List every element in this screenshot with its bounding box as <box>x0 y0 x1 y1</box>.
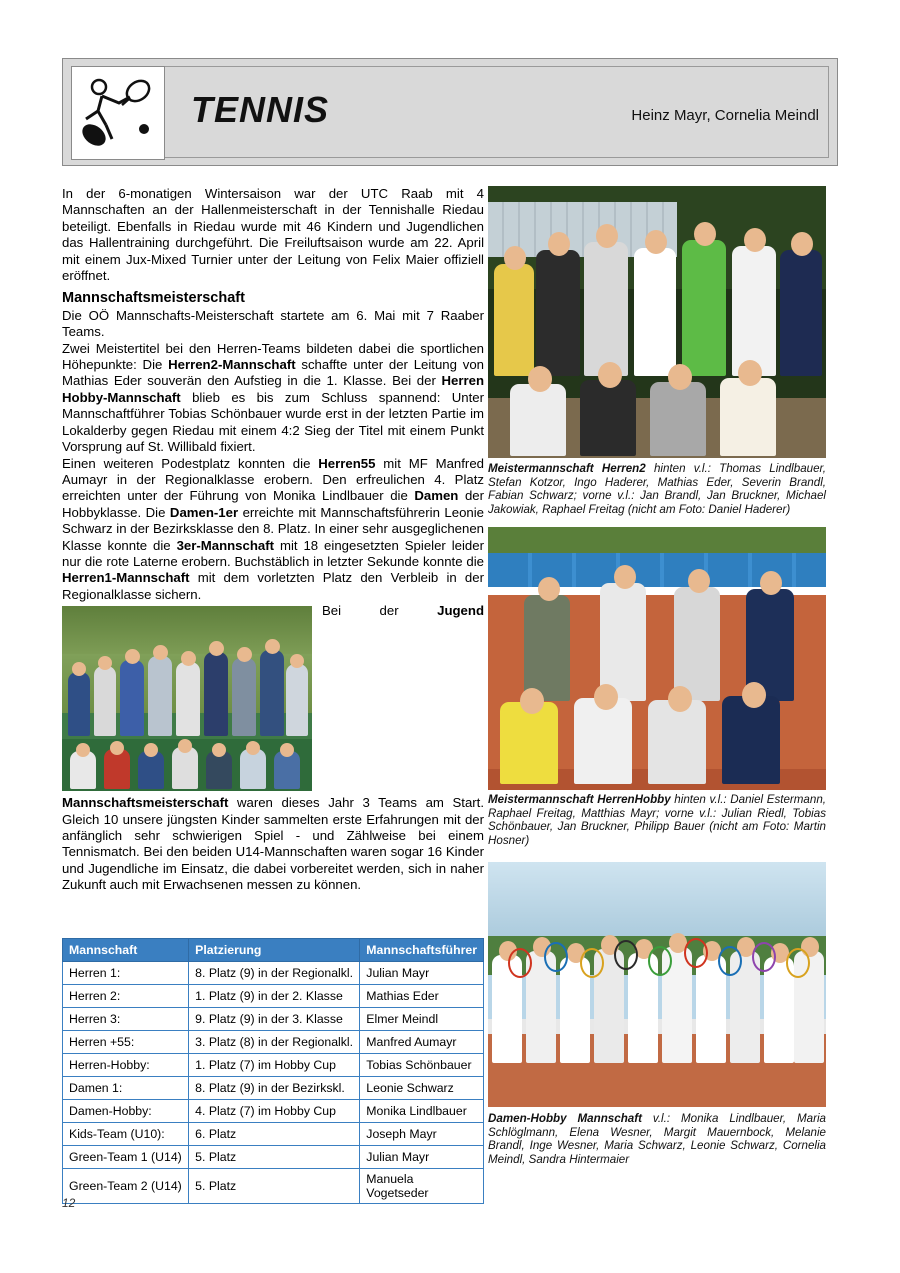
table-row <box>63 1054 484 1077</box>
paragraph-1: Die OÖ Mannschafts-Meisterschaft startete am 6. Mai mit 7 Raaber Teams. <box>62 307 484 340</box>
cell-placement: 5. Platz <box>189 1169 360 1204</box>
cell-placement: 1. Platz (7) im Hobby Cup <box>189 1054 360 1077</box>
cell-team: Herren 1: <box>63 962 189 985</box>
cell-team: Green-Team 2 (U14) <box>63 1169 189 1204</box>
caption-damenhobby <box>488 1112 826 1166</box>
article-body <box>62 186 484 894</box>
table-header-row <box>63 939 484 962</box>
section-header-banner <box>62 58 838 166</box>
cell-team: Green-Team 1 (U14) <box>63 1146 189 1169</box>
p3-part-d: der Hobbyklasse. Die <box>62 488 485 520</box>
table-row <box>63 1077 484 1100</box>
cell-team: Damen 1: <box>63 1077 189 1100</box>
team-results-table <box>62 938 484 1204</box>
cell-team: Herren 3: <box>63 1008 189 1031</box>
caption-text-damenhobby: v.l.: Monika Lindlbauer, Maria Schlöglmann, Elena Wesner, Margit Mauernbock, Melanie Brandl, Inge Wesner, Maria Schwarz, Leonie Schwarz, Cornelia Meindl, Sandra Hintermaier <box>488 1112 826 1166</box>
jugend-team-photo <box>62 606 312 791</box>
p3-part-g: mit dem vorletzten Platz den Verbleib in der Regionalklasse sichern. <box>62 570 484 602</box>
p3-part-c: mit MF Manfred Aumayr in der Regionalklasse erobern. Den erfreulichen 4. Platz erreichten unter der Führung von Monika Lindlbauer die <box>62 455 484 504</box>
p2-part-d: blieb es bis zum Schluss spannend: Unter Mannschaftführer Tobias Schönbauer wurde erst in der letzten Partie im Lokalderby gegen Riedau mit einem 4:2 Sieg der Titel mit einem Punkt Vorsprung auf St. Willibald fixiert. <box>62 389 484 455</box>
photo-damenhobby <box>488 862 826 1107</box>
cell-placement: 1. Platz (9) in der 2. Klasse <box>189 985 360 1008</box>
p2-part-c: schaffte unter der Leitung von Mathias Eder souverän den Aufstieg in die 1. Klasse. Bei der <box>62 357 484 389</box>
column-header-mannschaftsfuehrer: Mannschaftsführer <box>360 939 484 962</box>
caption-herrenhobby <box>488 793 826 847</box>
p4-part-c: waren dieses Jahr 3 Teams am Start. Gleich 10 unsere jüngsten Kinder sammelten erste Erfahrungen mit der anfänglich sehr schwierigen Spiel - und Zählweise bei einem Tennismatch. Bei den beiden U14-Mannschaften waren sogar 16 Kinder und Jugendliche im Einsatz, die dabei vorbereitet werden, sich in naher Zukunft auch mit Erwachsenen messen zu können. <box>62 795 484 893</box>
table-row <box>63 962 484 985</box>
p4-bold-jugend: Jugend Mannschaftsmeisterschaft <box>62 603 484 811</box>
p3-part-a: Einen weiteren Podestplatz konnten die <box>62 455 319 471</box>
caption-text-herren2: hinten v.l.: Thomas Lindlbauer, Stefan Kotzor, Ingo Haderer, Mathias Eder, Severin Brandl, Fabian Schwarz; vorne v.l.: Jan Brandl, Jan Bruckner, Michael Jakowiak, Raphael Freitag (nicht am Foto: Daniel Haderer) <box>488 462 826 516</box>
p3-bold-herren55: Herren55 <box>318 455 376 471</box>
p3-bold-3er: 3er-Mannschaft <box>176 537 275 553</box>
cell-leader: Mathias Eder <box>360 985 484 1008</box>
cell-team: Herren-Hobby: <box>63 1054 189 1077</box>
cell-team: Herren +55: <box>63 1031 189 1054</box>
cell-placement: 5. Platz <box>189 1146 360 1169</box>
paragraph-3 <box>62 456 484 604</box>
table-row <box>63 1146 484 1169</box>
column-header-mannschaft: Mannschaft <box>63 939 189 962</box>
column-header-platzierung: Platzierung <box>189 939 360 962</box>
p3-bold-damen: Damen <box>414 488 459 504</box>
cell-team: Herren 2: <box>63 985 189 1008</box>
caption-title-herren2: Meistermannschaft Herren2 <box>488 462 646 475</box>
paragraph-intro: In der 6-monatigen Wintersaison war der UTC Raab mit 4 Mannschaften an der Hallenmeisterschaft in der Tennishalle Riedau beteiligt. Ebenfalls in Riedau wurde mit 46 Kindern und Jugendlichen das Hallentraining durchgeführt. Die Freiluftsaison wurde am 22. April mit einem Jux-Mixed Turnier unter der Leitung von Felix Maier offiziell eröffnet. <box>62 186 484 284</box>
caption-text-herrenhobby: hinten v.l.: Daniel Estermann, Raphael Freitag, Matthias Mayr; vorne v.l.: Julian Riedl, Tobias Schönbauer, Jan Bruckner, Philipp Bauer (nicht am Foto: Martin Hosner) <box>488 793 826 847</box>
page-number: 12 <box>62 1196 76 1210</box>
p3-bold-damen1er: Damen-1er <box>169 504 239 520</box>
section-heading: Mannschaftsmeisterschaft <box>62 290 245 307</box>
caption-title-damenhobby: Damen-Hobby Mannschaft <box>488 1112 642 1125</box>
table-row <box>63 1100 484 1123</box>
p2-bold-herren2: Herren2-Mannschaft <box>168 357 296 373</box>
caption-title-herrenhobby: Meistermannschaft HerrenHobby <box>488 793 671 806</box>
table-row <box>63 985 484 1008</box>
cell-leader: Manfred Aumayr <box>360 1031 484 1054</box>
cell-leader: Julian Mayr <box>360 962 484 985</box>
table-row <box>63 1008 484 1031</box>
cell-placement: 4. Platz (7) im Hobby Cup <box>189 1100 360 1123</box>
p2-bold-herrenhobby: Herren Hobby-Mannschaft <box>62 373 484 405</box>
cell-leader: Monika Lindlbauer <box>360 1100 484 1123</box>
cell-team: Kids-Team (U10): <box>63 1123 189 1146</box>
cell-leader: Julian Mayr <box>360 1146 484 1169</box>
cell-placement: 6. Platz <box>189 1123 360 1146</box>
cell-placement: 8. Platz (9) in der Regionalkl. <box>189 962 360 985</box>
photo-herren2 <box>488 186 826 458</box>
tennis-player-icon <box>71 66 165 160</box>
p2-part-a: Zwei Meistertitel bei den Herren-Teams bildeten dabei die sportlichen Höhepunkte: Die <box>62 340 484 373</box>
paragraph-2 <box>62 341 484 456</box>
p3-part-f: mit 18 eingesetzten Spieler leider nur die rote Laterne erobern. Buchstäblich in letzter Sekunde konnte die <box>62 537 484 569</box>
table-row <box>63 1031 484 1054</box>
table-row <box>63 1169 484 1204</box>
cell-placement: 8. Platz (9) in der Bezirkskl. <box>189 1077 360 1100</box>
cell-leader: Elmer Meindl <box>360 1008 484 1031</box>
p3-bold-herren1: Herren1-Mannschaft <box>62 570 190 586</box>
author-byline: Heinz Mayr, Cornelia Meindl <box>631 107 819 124</box>
cell-placement: 9. Platz (9) in der 3. Klasse <box>189 1008 360 1031</box>
caption-herren2 <box>488 462 826 516</box>
page-title: TENNIS <box>191 89 330 130</box>
table-row <box>63 1123 484 1146</box>
cell-leader: Leonie Schwarz <box>360 1077 484 1100</box>
cell-team: Damen-Hobby: <box>63 1100 189 1123</box>
p3-part-e: erreichte mit Mannschaftsführerin Leonie Schwarz in der Bezirksklasse den 8. Platz. In einer sehr ausgeglichenen Klasse konnte die <box>62 504 484 553</box>
cell-leader: Manuela Vogetseder <box>360 1169 484 1204</box>
p4-part-a: Bei der <box>322 603 438 619</box>
cell-placement: 3. Platz (8) in der Regionalkl. <box>189 1031 360 1054</box>
photo-herrenhobby <box>488 527 826 790</box>
cell-leader: Joseph Mayr <box>360 1123 484 1146</box>
cell-leader: Tobias Schönbauer <box>360 1054 484 1077</box>
